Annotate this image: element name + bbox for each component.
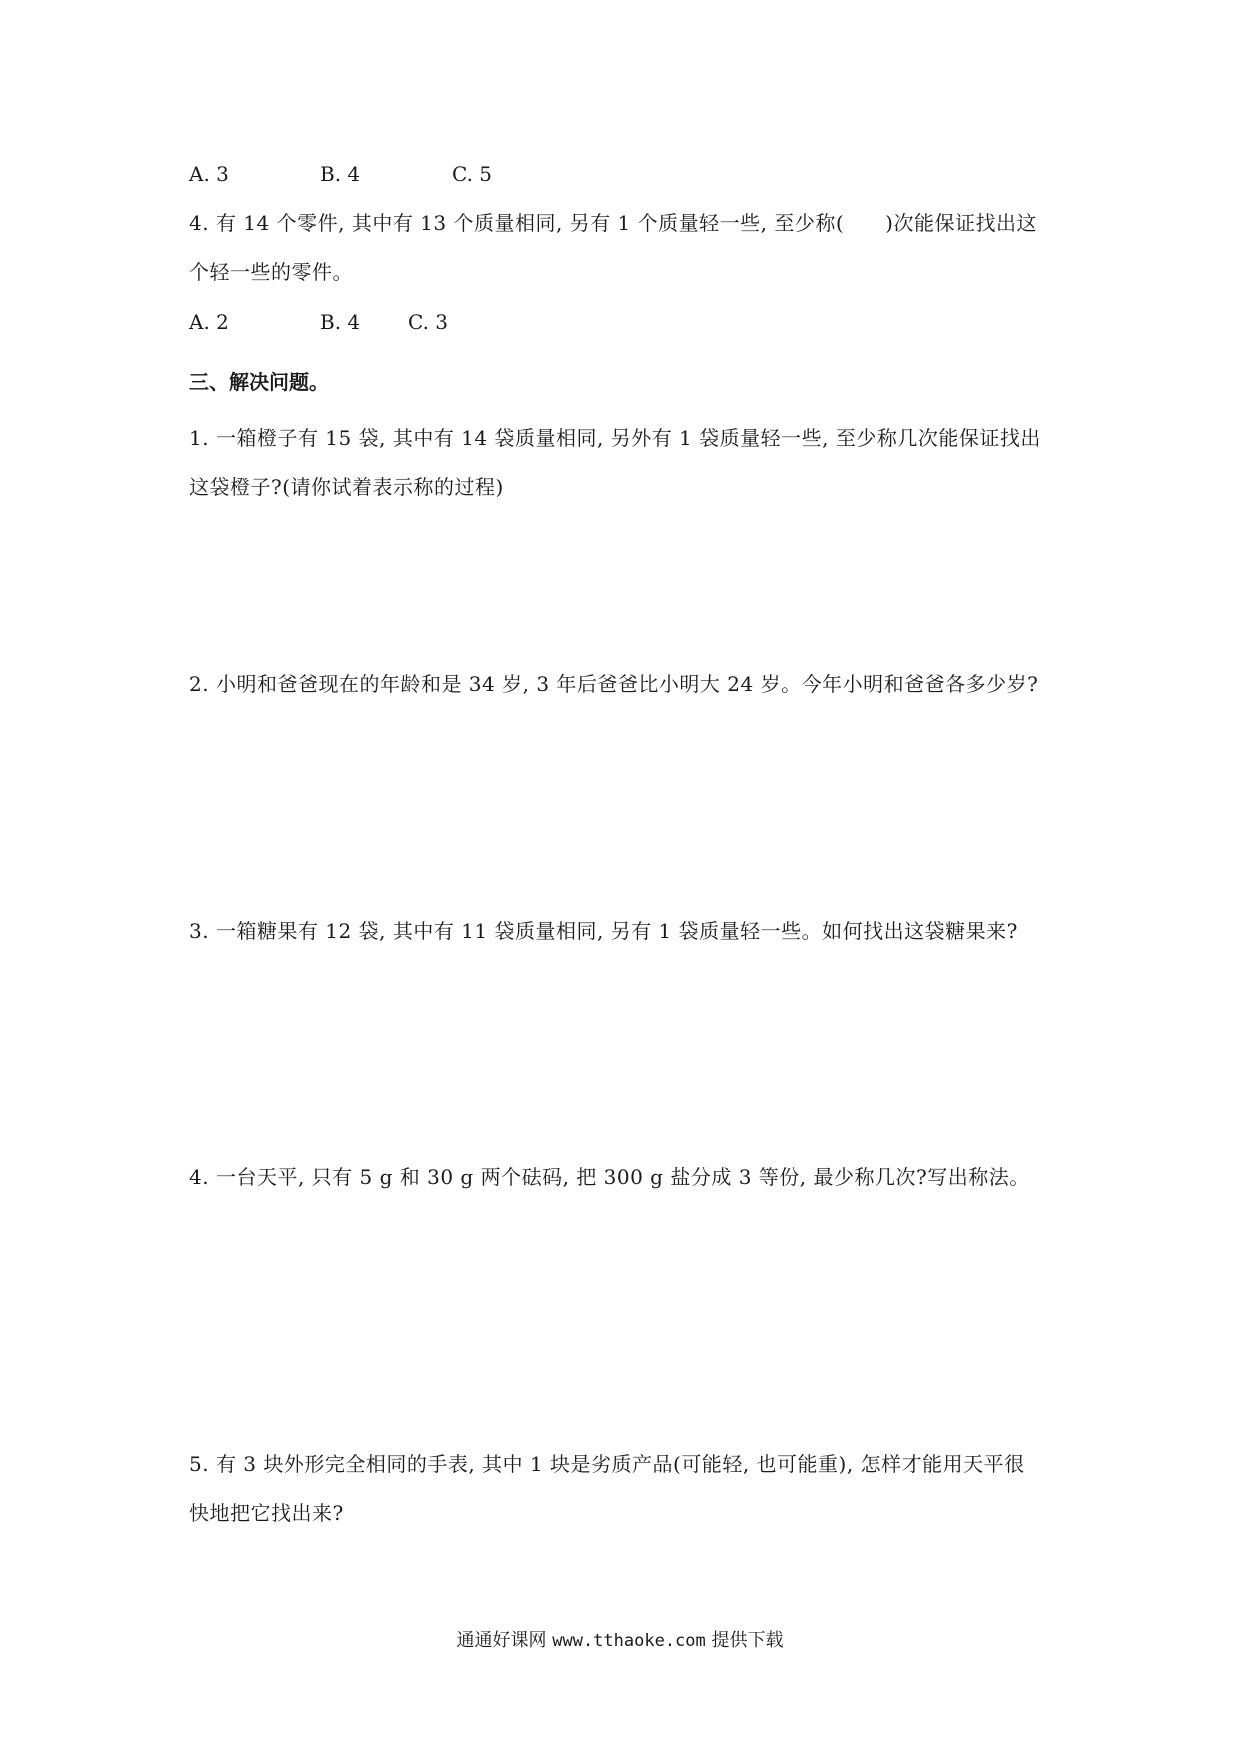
q4-option-c: C. 3 [408, 310, 449, 334]
footer-site-name: 通通好课网 [456, 1630, 547, 1651]
q4-text-line1: 4. 有 14 个零件, 其中有 13 个质量相同, 另有 1 个质量轻一些, 至少称( )次能保证找出这 [189, 211, 1037, 235]
problem-1-line1: 1. 一箱橙子有 15 袋, 其中有 14 袋质量相同, 另外有 1 袋质量轻一些, 至少称几次能保证找出 [189, 426, 1041, 450]
section-title: 三、解决问题。 [189, 370, 329, 394]
footer-url[interactable]: www.tthaoke.com [552, 1631, 706, 1651]
q4-text-line2: 个轻一些的零件。 [189, 260, 353, 284]
q3-option-a: A. 3 [189, 162, 229, 186]
page-footer [0, 1628, 1240, 1654]
q3-option-c: C. 5 [452, 162, 493, 186]
problem-3-line1: 3. 一箱糖果有 12 袋, 其中有 11 袋质量相同, 另有 1 袋质量轻一些。如何找出这袋糖果来? [189, 919, 1018, 943]
q4-option-a: A. 2 [189, 310, 229, 334]
problem-5-line2: 快地把它找出来? [189, 1501, 344, 1525]
q3-option-b: B. 4 [320, 162, 361, 186]
problem-4-line1: 4. 一台天平, 只有 5 g 和 30 g 两个砝码, 把 300 g 盐分成 3 等份, 最少称几次?写出称法。 [189, 1165, 1030, 1189]
footer-suffix: 提供下载 [711, 1630, 784, 1651]
problem-5-line1: 5. 有 3 块外形完全相同的手表, 其中 1 块是劣质产品(可能轻, 也可能重), 怎样才能用天平很 [189, 1452, 1025, 1476]
q4-option-b: B. 4 [320, 310, 361, 334]
problem-1-line2: 这袋橙子?(请你试着表示称的过程) [189, 475, 504, 499]
problem-2-line1: 2. 小明和爸爸现在的年龄和是 34 岁, 3 年后爸爸比小明大 24 岁。今年小明和爸爸各多少岁? [189, 672, 1039, 696]
